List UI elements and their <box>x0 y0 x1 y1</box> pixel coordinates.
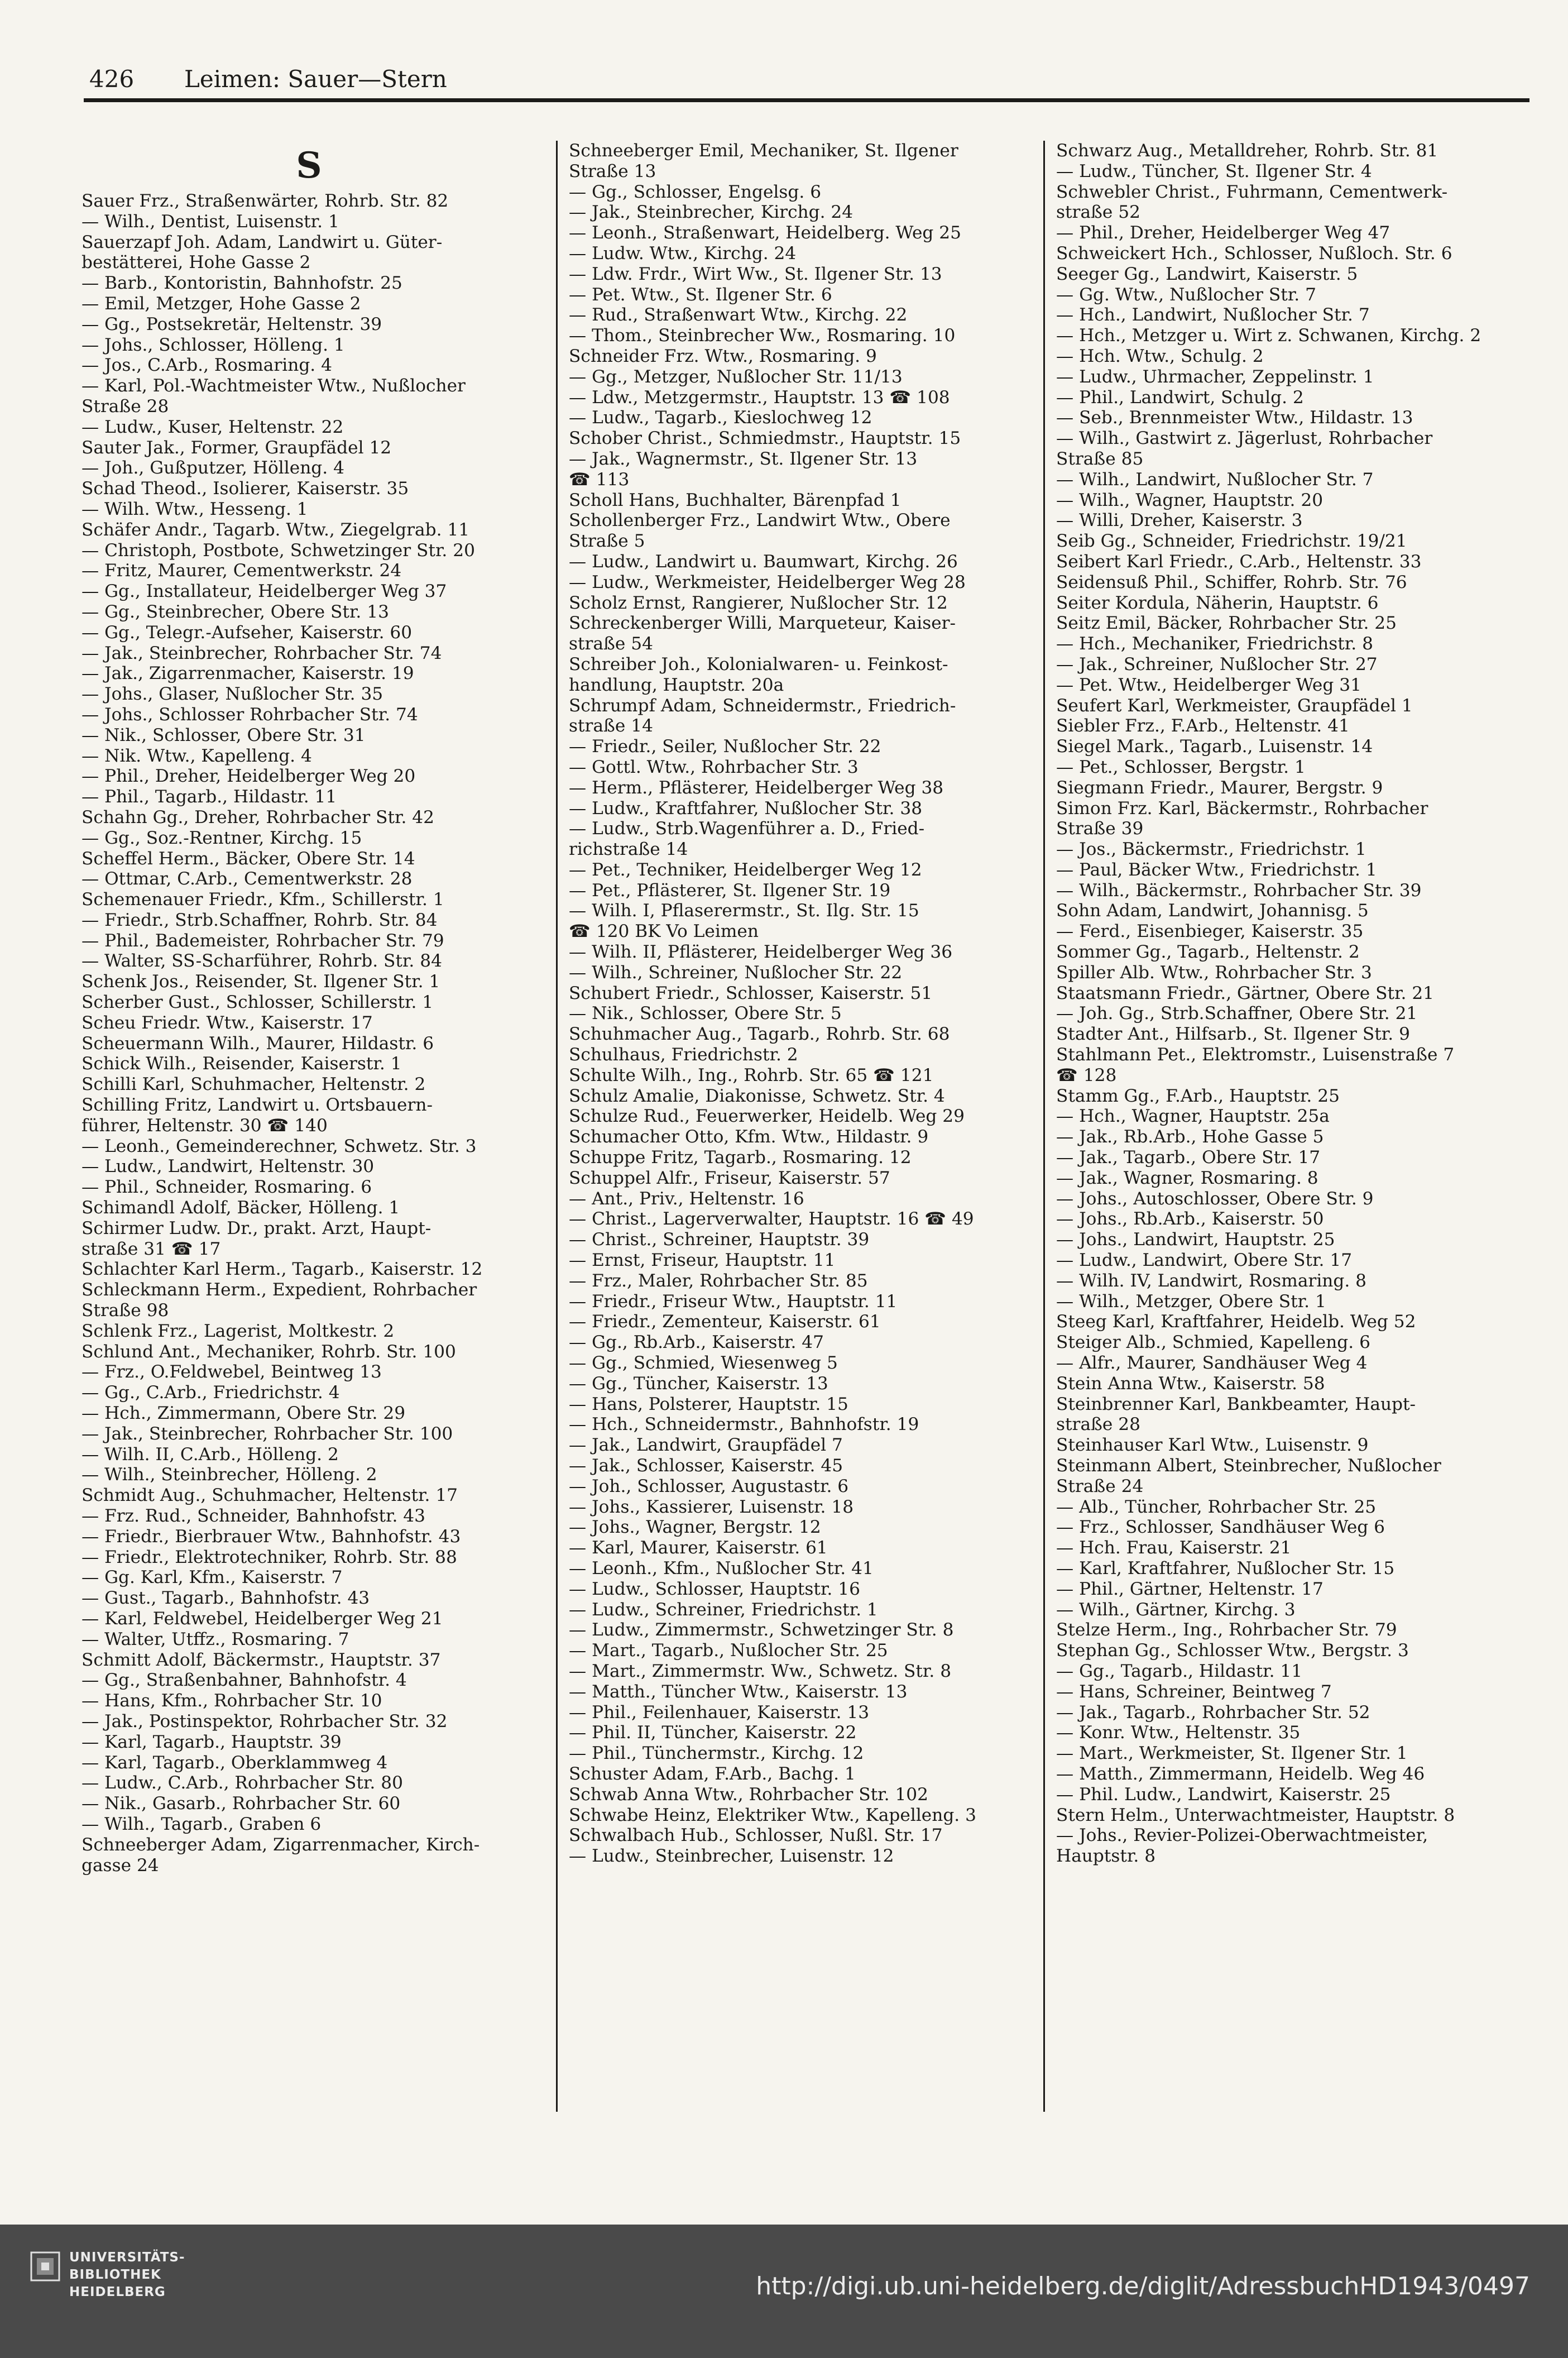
column-divider <box>1043 141 1045 2112</box>
directory-entry-line: — Jak., Landwirt, Graupfädel 7 <box>569 1435 843 1456</box>
directory-entry-line: — Frz., O.Feldwebel, Beintweg 13 <box>81 1362 382 1383</box>
directory-entry-line: — Wilh., Steinbrecher, Hölleng. 2 <box>81 1465 377 1485</box>
directory-entry-line: — Hch., Mechaniker, Friedrichstr. 8 <box>1056 634 1373 654</box>
directory-entry-line: — Gg., Soz.-Rentner, Kirchg. 15 <box>81 828 362 848</box>
directory-entry-line: — Walter, Utffz., Rosmaring. 7 <box>81 1629 349 1649</box>
directory-entry-line: Stein Anna Wtw., Kaiserstr. 58 <box>1056 1373 1325 1394</box>
directory-entry-line: — Phil., Gärtner, Heltenstr. 17 <box>1056 1579 1324 1599</box>
library-name-line: HEIDELBERG <box>69 2285 166 2299</box>
directory-entry-line: — Wilh., Landwirt, Nußlocher Str. 7 <box>1056 469 1374 490</box>
directory-entry-line: straße 52 <box>1056 202 1140 223</box>
directory-entry-line: — Ldw. Frdr., Wirt Ww., St. Ilgener Str. 13 <box>569 264 942 284</box>
directory-entry-line: straße 54 <box>569 634 653 654</box>
directory-entry-line: — Gg. Karl, Kfm., Kaiserstr. 7 <box>81 1567 343 1588</box>
directory-entry-line: — Matth., Tüncher Wtw., Kaiserstr. 13 <box>569 1681 908 1702</box>
directory-entry-line: — Barb., Kontoristin, Bahnhofstr. 25 <box>81 273 402 294</box>
directory-entry-line: — Gg., Rb.Arb., Kaiserstr. 47 <box>569 1332 824 1353</box>
directory-entry-line: gasse 24 <box>81 1855 159 1876</box>
directory-entry-line: Seeger Gg., Landwirt, Kaiserstr. 5 <box>1056 264 1358 284</box>
directory-entry-line: — Gg., Straßenbahner, Bahnhofstr. 4 <box>81 1670 407 1691</box>
directory-entry-line: Staatsmann Friedr., Gärtner, Obere Str. 21 <box>1056 983 1434 1003</box>
directory-entry-line: Siegel Mark., Tagarb., Luisenstr. 14 <box>1056 736 1373 757</box>
directory-entry-line: Scheu Friedr. Wtw., Kaiserstr. 17 <box>81 1012 373 1033</box>
directory-entry-line: — Jak., Steinbrecher, Rohrbacher Str. 74 <box>81 643 442 663</box>
directory-entry-line: — Johs., Schlosser, Hölleng. 1 <box>81 334 345 355</box>
directory-entry-line: Schneeberger Emil, Mechaniker, St. Ilgener <box>569 141 958 161</box>
library-name-line: BIBLIOTHEK <box>69 2268 161 2282</box>
directory-entry-line: Sommer Gg., Tagarb., Heltenstr. 2 <box>1056 942 1360 963</box>
directory-entry-line: — Mart., Tagarb., Nußlocher Str. 25 <box>569 1640 888 1661</box>
directory-entry-line: — Friedr., Seiler, Nußlocher Str. 22 <box>569 736 881 757</box>
directory-entry-line: Schubert Friedr., Schlosser, Kaiserstr. 51 <box>569 983 933 1003</box>
directory-entry-line: Sauerzapf Joh. Adam, Landwirt u. Güter- <box>81 232 443 252</box>
directory-entry-line: — Friedr., Friseur Wtw., Hauptstr. 11 <box>569 1291 898 1312</box>
directory-entry-line: — Phil. II, Tüncher, Kaiserstr. 22 <box>569 1723 857 1743</box>
directory-entry-line: — Gg., Steinbrecher, Obere Str. 13 <box>81 601 389 622</box>
directory-entry-line: — Gg., Metzger, Nußlocher Str. 11/13 <box>569 366 903 387</box>
directory-entry-line: Seib Gg., Schneider, Friedrichstr. 19/21 <box>1056 531 1407 552</box>
directory-entry-line: Sohn Adam, Landwirt, Johannisg. 5 <box>1056 901 1369 921</box>
directory-entry-line: Straße 98 <box>81 1300 169 1321</box>
directory-entry-line: Schlund Ant., Mechaniker, Rohrb. Str. 100 <box>81 1341 456 1362</box>
directory-entry-line: — Gg., Installateur, Heidelberger Weg 37 <box>81 581 447 602</box>
directory-entry-line: Steinhauser Karl Wtw., Luisenstr. 9 <box>1056 1435 1369 1456</box>
directory-entry-line: — Wilh. II, Pflästerer, Heidelberger Weg 36 <box>569 942 953 963</box>
directory-entry-line: — Willi, Dreher, Kaiserstr. 3 <box>1056 510 1303 531</box>
directory-entry-line: Schahn Gg., Dreher, Rohrbacher Str. 42 <box>81 807 434 828</box>
directory-entry-line: — Ludw., Landwirt, Heltenstr. 30 <box>81 1156 375 1177</box>
directory-entry-line: — Karl, Kraftfahrer, Nußlocher Str. 15 <box>1056 1558 1395 1579</box>
directory-entry-line: Schweickert Hch., Schlosser, Nußloch. Str. 6 <box>1056 243 1452 264</box>
directory-entry-line: — Ludw., C.Arb., Rohrbacher Str. 80 <box>81 1773 403 1793</box>
directory-entry-line: — Pet., Schlosser, Bergstr. 1 <box>1056 757 1306 777</box>
directory-entry-line: Straße 28 <box>81 396 169 417</box>
directory-entry-line: Seufert Karl, Werkmeister, Graupfädel 1 <box>1056 695 1413 716</box>
directory-entry-line: — Johs., Wagner, Bergstr. 12 <box>569 1517 821 1538</box>
directory-entry-line: — Hch., Landwirt, Nußlocher Str. 7 <box>1056 305 1370 326</box>
source-url[interactable]: http://digi.ub.uni-heidelberg.de/diglit/AdressbuchHD1943/0497 <box>756 2272 1530 2300</box>
directory-entry-line: — Phil., Tagarb., Hildastr. 11 <box>81 787 337 807</box>
directory-entry-line: — Phil., Dreher, Heidelberger Weg 20 <box>81 766 416 787</box>
directory-entry-line: — Jak., Rb.Arb., Hohe Gasse 5 <box>1056 1127 1324 1147</box>
directory-entry-line: — Ludw., Kraftfahrer, Nußlocher Str. 38 <box>569 798 923 819</box>
directory-entry-line: — Wilh., Dentist, Luisenstr. 1 <box>81 211 339 232</box>
directory-entry-line: — Phil., Tünchermstr., Kirchg. 12 <box>569 1743 864 1764</box>
directory-entry-line: — Karl, Feldwebel, Heidelberger Weg 21 <box>81 1608 443 1629</box>
directory-entry-line: — Leonh., Gemeinderechner, Schwetz. Str. 3 <box>81 1136 477 1156</box>
directory-entry-line: — Rud., Straßenwart Wtw., Kirchg. 22 <box>569 305 908 326</box>
directory-entry-line: Straße 85 <box>1056 448 1144 469</box>
directory-entry-line: — Christoph, Postbote, Schwetzinger Str. 20 <box>81 540 475 561</box>
directory-entry-line: Schulz Amalie, Diakonisse, Schwetz. Str. 4 <box>569 1085 945 1106</box>
directory-entry-line: — Herm., Pflästerer, Heidelberger Weg 38 <box>569 777 944 798</box>
directory-entry-line: — Jak., Schreiner, Nußlocher Str. 27 <box>1056 654 1378 675</box>
directory-entry-line: Siegmann Friedr., Maurer, Bergstr. 9 <box>1056 777 1383 798</box>
directory-entry-line: Stephan Gg., Schlosser Wtw., Bergstr. 3 <box>1056 1640 1409 1661</box>
directory-entry-line: Schick Wilh., Reisender, Kaiserstr. 1 <box>81 1054 402 1074</box>
directory-entry-line: Schuppe Fritz, Tagarb., Rosmaring. 12 <box>569 1147 912 1168</box>
directory-entry-line: — Joh., Schlosser, Augustastr. 6 <box>569 1476 849 1496</box>
directory-entry-line: — Ludw., Schlosser, Hauptstr. 16 <box>569 1579 860 1599</box>
directory-entry-line: — Ottmar, C.Arb., Cementwerkstr. 28 <box>81 869 413 889</box>
directory-entry-line: Steeg Karl, Kraftfahrer, Heidelb. Weg 52 <box>1056 1312 1416 1332</box>
directory-entry-line: — Leonh., Straßenwart, Heidelberg. Weg 25 <box>569 223 961 243</box>
directory-entry-line: — Phil., Dreher, Heidelberger Weg 47 <box>1056 223 1390 243</box>
directory-entry-line: Seibert Karl Friedr., C.Arb., Heltenstr. 33 <box>1056 551 1422 572</box>
directory-entry-line: Stamm Gg., F.Arb., Hauptstr. 25 <box>1056 1085 1340 1106</box>
directory-entry-line: Scholl Hans, Buchhalter, Bärenpfad 1 <box>569 490 902 510</box>
directory-entry-line: — Wilh., Tagarb., Graben 6 <box>81 1814 322 1834</box>
directory-entry-line: — Seb., Brennmeister Wtw., Hildastr. 13 <box>1056 408 1413 428</box>
directory-entry-line: — Jak., Wagnermstr., St. Ilgener Str. 13 <box>569 448 918 469</box>
directory-entry-line: Schneeberger Adam, Zigarrenmacher, Kirch- <box>81 1834 480 1855</box>
directory-entry-line: Spiller Alb. Wtw., Rohrbacher Str. 3 <box>1056 962 1372 983</box>
directory-entry-line: — Leonh., Kfm., Nußlocher Str. 41 <box>569 1558 874 1579</box>
directory-entry-line: Schollenberger Frz., Landwirt Wtw., Obere <box>569 510 951 531</box>
directory-entry-line: — Ludw., Landwirt u. Baumwart, Kirchg. 26 <box>569 551 958 572</box>
directory-entry-line: — Ant., Priv., Heltenstr. 16 <box>569 1188 804 1209</box>
directory-entry-line: — Phil., Feilenhauer, Kaiserstr. 13 <box>569 1702 870 1723</box>
directory-entry-line: — Jak., Postinspektor, Rohrbacher Str. 32 <box>81 1711 448 1732</box>
directory-entry-line: — Nik., Schlosser, Obere Str. 31 <box>81 725 366 745</box>
directory-entry-line: — Wilh., Gärtner, Kirchg. 3 <box>1056 1599 1296 1620</box>
directory-entry-line: — Wilh. I, Pflaserermstr., St. Ilg. Str. 15 <box>569 901 919 921</box>
directory-entry-line: — Pet., Techniker, Heidelberger Weg 12 <box>569 859 922 880</box>
directory-entry-line: — Gg., Tüncher, Kaiserstr. 13 <box>569 1373 828 1394</box>
directory-entry-line: — Ludw., Uhrmacher, Zeppelinstr. 1 <box>1056 366 1374 387</box>
directory-entry-line: Schwebler Christ., Fuhrmann, Cementwerk- <box>1056 181 1448 202</box>
directory-entry-line: — Karl, Tagarb., Hauptstr. 39 <box>81 1732 342 1752</box>
directory-entry-line: — Ferd., Eisenbieger, Kaiserstr. 35 <box>1056 921 1364 942</box>
directory-entry-line: — Gg., Postsekretär, Heltenstr. 39 <box>81 314 382 334</box>
directory-entry-line: — Hans, Schreiner, Beintweg 7 <box>1056 1681 1332 1702</box>
directory-entry-line: — Jos., C.Arb., Rosmaring. 4 <box>81 355 332 376</box>
directory-entry-line: Schuhmacher Aug., Tagarb., Rohrb. Str. 68 <box>569 1024 950 1045</box>
directory-entry-line: — Pet. Wtw., St. Ilgener Str. 6 <box>569 284 832 305</box>
directory-entry-line: — Wilh. II, C.Arb., Hölleng. 2 <box>81 1444 339 1465</box>
directory-entry-line: — Ludw., Steinbrecher, Luisenstr. 12 <box>569 1846 894 1867</box>
page-title: Leimen: Sauer—Stern <box>184 65 447 93</box>
directory-entry-line: — Joh. Gg., Strb.Schaffner, Obere Str. 21 <box>1056 1003 1418 1024</box>
directory-entry-line: — Hch., Metzger u. Wirt z. Schwanen, Kirchg. 2 <box>1056 326 1481 346</box>
directory-entry-line: Schulze Rud., Feuerwerker, Heidelb. Weg 29 <box>569 1106 965 1127</box>
directory-entry-line: — Hch., Zimmermann, Obere Str. 29 <box>81 1403 406 1424</box>
directory-entry-line: Schulhaus, Friedrichstr. 2 <box>569 1045 798 1065</box>
directory-column-2 <box>560 141 1030 2112</box>
directory-entry-line: straße 28 <box>1056 1414 1140 1435</box>
directory-entry-line: Schmitt Adolf, Bäckermstr., Hauptstr. 37 <box>81 1649 441 1670</box>
directory-entry-line: — Hch., Wagner, Hauptstr. 25a <box>1056 1106 1330 1127</box>
directory-entry-line: — Gg., Tagarb., Hildastr. 11 <box>1056 1661 1303 1681</box>
directory-entry-line: Schulte Wilh., Ing., Rohrb. Str. 65 ☎ 121 <box>569 1065 934 1085</box>
directory-entry-line: — Jak., Steinbrecher, Kirchg. 24 <box>569 202 853 223</box>
directory-entry-line: Straße 39 <box>1056 819 1144 839</box>
directory-entry-line: — Paul, Bäcker Wtw., Friedrichstr. 1 <box>1056 859 1377 880</box>
directory-entry-line: — Wilh., Wagner, Hauptstr. 20 <box>1056 490 1324 510</box>
directory-entry-line: Straße 13 <box>569 161 656 181</box>
directory-entry-line: — Fritz, Maurer, Cementwerkstr. 24 <box>81 561 402 581</box>
directory-entry-line: — Ludw., Tüncher, St. Ilgener Str. 4 <box>1056 161 1372 181</box>
directory-entry-line: — Jak., Steinbrecher, Rohrbacher Str. 100 <box>81 1423 453 1444</box>
directory-entry-line: — Phil., Landwirt, Schulg. 2 <box>1056 387 1304 408</box>
directory-entry-line: — Gottl. Wtw., Rohrbacher Str. 3 <box>569 757 859 777</box>
directory-entry-line: straße 14 <box>569 716 653 736</box>
page-number: 426 <box>89 65 135 93</box>
directory-entry-line: — Nik. Wtw., Kapelleng. 4 <box>81 745 312 766</box>
directory-entry-line: — Johs., Glaser, Nußlocher Str. 35 <box>81 684 383 705</box>
directory-entry-line: — Friedr., Elektrotechniker, Rohrb. Str. 88 <box>81 1547 457 1567</box>
directory-entry-line: — Wilh. Wtw., Hesseng. 1 <box>81 499 308 519</box>
directory-entry-line: — Phil., Schneider, Rosmaring. 6 <box>81 1177 372 1198</box>
directory-entry-line: — Thom., Steinbrecher Ww., Rosmaring. 10 <box>569 326 956 346</box>
directory-entry-line: — Johs., Revier-Polizei-Oberwachtmeister, <box>1056 1825 1428 1846</box>
directory-entry-line: Schuster Adam, F.Arb., Bachg. 1 <box>569 1763 856 1784</box>
directory-entry-line: — Wilh., Metzger, Obere Str. 1 <box>1056 1291 1326 1312</box>
directory-entry-line: — Johs., Autoschlosser, Obere Str. 9 <box>1056 1188 1374 1209</box>
directory-entry-line: — Christ., Schreiner, Hauptstr. 39 <box>569 1230 870 1250</box>
directory-entry-line: — Gg. Wtw., Nußlocher Str. 7 <box>1056 284 1316 305</box>
directory-entry-line: Steinbrenner Karl, Bankbeamter, Haupt- <box>1056 1394 1416 1414</box>
directory-entry-line: Steiger Alb., Schmied, Kapelleng. 6 <box>1056 1332 1370 1353</box>
library-name-line: UNIVERSITÄTS- <box>69 2250 185 2265</box>
directory-entry-line: Steinmann Albert, Steinbrecher, Nußlocher <box>1056 1456 1441 1476</box>
library-footer <box>0 2225 1568 2358</box>
directory-entry-line: — Mart., Werkmeister, St. Ilgener Str. 1 <box>1056 1743 1408 1764</box>
directory-entry-line: — Jak., Wagner, Rosmaring. 8 <box>1056 1168 1318 1188</box>
directory-entry-line: — Pet., Pflästerer, St. Ilgener Str. 19 <box>569 880 891 901</box>
directory-entry-line: — Ludw., Tagarb., Kieslochweg 12 <box>569 408 872 428</box>
directory-entry-line: ☎ 113 <box>569 469 630 490</box>
directory-entry-line: — Gg., Telegr.-Aufseher, Kaiserstr. 60 <box>81 622 413 643</box>
directory-entry-line: — Konr. Wtw., Heltenstr. 35 <box>1056 1723 1301 1743</box>
directory-entry-line: Schneider Frz. Wtw., Rosmaring. 9 <box>569 346 877 366</box>
directory-entry-line: Schwab Anna Wtw., Rohrbacher Str. 102 <box>569 1784 928 1805</box>
directory-entry-line: — Friedr., Strb.Schaffner, Rohrb. Str. 84 <box>81 910 438 930</box>
directory-entry-line: — Ludw., Werkmeister, Heidelberger Weg 28 <box>569 572 966 592</box>
directory-entry-line: — Gg., Schlosser, Engelsg. 6 <box>569 181 822 202</box>
directory-entry-line: — Ludw., Zimmermstr., Schwetzinger Str. 8 <box>569 1620 954 1640</box>
directory-entry-line: — Johs., Schlosser Rohrbacher Str. 74 <box>81 704 418 725</box>
directory-entry-line: — Karl, Pol.-Wachtmeister Wtw., Nußlocher <box>81 376 466 396</box>
directory-entry-line: — Frz. Rud., Schneider, Bahnhofstr. 43 <box>81 1506 425 1526</box>
university-library-logo-icon <box>30 2251 60 2282</box>
directory-entry-line: Stahlmann Pet., Elektromstr., Luisenstraße 7 <box>1056 1045 1455 1065</box>
directory-entry-line: — Jak., Tagarb., Obere Str. 17 <box>1056 1147 1321 1168</box>
directory-entry-line: — Mart., Zimmermstr. Ww., Schwetz. Str. 8 <box>569 1661 952 1681</box>
directory-entry-line: Sauer Frz., Straßenwärter, Rohrb. Str. 82 <box>81 191 449 211</box>
directory-entry-line: — Jos., Bäckermstr., Friedrichstr. 1 <box>1056 839 1366 860</box>
directory-entry-line: — Wilh. IV, Landwirt, Rosmaring. 8 <box>1056 1270 1367 1291</box>
directory-entry-line: Seitz Emil, Bäcker, Rohrbacher Str. 25 <box>1056 613 1397 634</box>
directory-entry-line: Sauter Jak., Former, Graupfädel 12 <box>81 437 392 458</box>
directory-entry-line: Schober Christ., Schmiedmstr., Hauptstr. 15 <box>569 428 961 449</box>
directory-entry-line: — Ldw., Metzgermstr., Hauptstr. 13 ☎ 108 <box>569 387 950 408</box>
directory-entry-line: Stadter Ant., Hilfsarb., St. Ilgener Str. 9 <box>1056 1024 1410 1045</box>
directory-entry-line: ☎ 128 <box>1056 1065 1117 1085</box>
directory-entry-line: Schlachter Karl Herm., Tagarb., Kaiserstr. 12 <box>81 1259 483 1280</box>
directory-entry-line: Schreckenberger Willi, Marqueteur, Kaiser- <box>569 613 956 634</box>
directory-entry-line: Scholz Ernst, Rangierer, Nußlocher Str. 12 <box>569 592 948 613</box>
directory-entry-line: — Pet. Wtw., Heidelberger Weg 31 <box>1056 675 1361 695</box>
directory-entry-line: — Friedr., Bierbrauer Wtw., Bahnhofstr. 43 <box>81 1526 461 1547</box>
directory-entry-line: — Jak., Schlosser, Kaiserstr. 45 <box>569 1456 843 1476</box>
directory-entry-line: — Wilh., Schreiner, Nußlocher Str. 22 <box>569 962 903 983</box>
directory-entry-line: — Ludw. Wtw., Kirchg. 24 <box>569 243 797 264</box>
directory-entry-line: — Jak., Tagarb., Rohrbacher Str. 52 <box>1056 1702 1370 1723</box>
directory-entry-line: — Hch. Wtw., Schulg. 2 <box>1056 346 1264 366</box>
directory-entry-line: Scheuermann Wilh., Maurer, Hildastr. 6 <box>81 1033 434 1054</box>
directory-entry-line: Schreiber Joh., Kolonialwaren- u. Feinkost- <box>569 654 948 675</box>
directory-entry-line: — Hans, Polsterer, Hauptstr. 15 <box>569 1394 848 1414</box>
directory-entry-line: Seiter Kordula, Näherin, Hauptstr. 6 <box>1056 592 1379 613</box>
directory-entry-line: Schäfer Andr., Tagarb. Wtw., Ziegelgrab. 11 <box>81 519 470 540</box>
directory-entry-line: — Gg., Schmied, Wiesenweg 5 <box>569 1353 838 1374</box>
directory-entry-line: — Nik., Gasarb., Rohrbacher Str. 60 <box>81 1793 401 1814</box>
directory-entry-line: — Johs., Kassierer, Luisenstr. 18 <box>569 1496 854 1517</box>
directory-entry-line: Schimandl Adolf, Bäcker, Hölleng. 1 <box>81 1198 400 1218</box>
directory-entry-line: — Hch., Schneidermstr., Bahnhofstr. 19 <box>569 1414 919 1435</box>
directory-entry-line: Stern Helm., Unterwachtmeister, Hauptstr. 8 <box>1056 1805 1455 1825</box>
directory-entry-line: Simon Frz. Karl, Bäckermstr., Rohrbacher <box>1056 798 1428 819</box>
directory-entry-line: — Joh., Gußputzer, Hölleng. 4 <box>81 458 344 479</box>
directory-entry-line: — Walter, SS-Scharführer, Rohrb. Str. 84 <box>81 951 442 972</box>
directory-entry-line: — Frz., Maler, Rohrbacher Str. 85 <box>569 1270 868 1291</box>
directory-entry-line: Schwarz Aug., Metalldreher, Rohrb. Str. 81 <box>1056 141 1438 161</box>
directory-column-1 <box>73 141 543 2112</box>
directory-entry-line: — Nik., Schlosser, Obere Str. 5 <box>569 1003 842 1024</box>
column-divider <box>556 141 558 2112</box>
directory-entry-line: handlung, Hauptstr. 20a <box>569 675 784 695</box>
directory-entry-line: Schleckmann Herm., Expedient, Rohrbacher <box>81 1280 477 1300</box>
directory-entry-line: Seidensuß Phil., Schiffer, Rohrb. Str. 76 <box>1056 572 1407 592</box>
directory-entry-line: Schwalbach Hub., Schlosser, Nußl. Str. 17 <box>569 1825 943 1846</box>
directory-entry-line: Schmidt Aug., Schuhmacher, Heltenstr. 17 <box>81 1485 458 1506</box>
directory-entry-line: — Hch. Frau, Kaiserstr. 21 <box>1056 1538 1292 1558</box>
directory-entry-line: — Wilh., Gastwirt z. Jägerlust, Rohrbacher <box>1056 428 1433 449</box>
directory-entry-line: — Ludw., Kuser, Heltenstr. 22 <box>81 417 344 437</box>
directory-entry-line: Straße 24 <box>1056 1476 1144 1496</box>
directory-entry-line: Schemenauer Friedr., Kfm., Schillerstr. 1 <box>81 889 444 910</box>
directory-entry-line: — Phil., Bademeister, Rohrbacher Str. 79 <box>81 930 444 951</box>
directory-entry-line: — Friedr., Zementeur, Kaiserstr. 61 <box>569 1312 881 1332</box>
directory-entry-line: Hauptstr. 8 <box>1056 1846 1156 1867</box>
directory-entry-line: Stelze Herm., Ing., Rohrbacher Str. 79 <box>1056 1620 1397 1640</box>
directory-entry-line: Siebler Frz., F.Arb., Heltenstr. 41 <box>1056 716 1350 736</box>
directory-entry-line: ☎ 120 BK Vo Leimen <box>569 921 759 942</box>
directory-entry-line: Straße 5 <box>569 531 645 552</box>
directory-columns <box>73 141 1529 2112</box>
directory-entry-line: — Frz., Schlosser, Sandhäuser Weg 6 <box>1056 1517 1385 1538</box>
directory-entry-line: — Christ., Lagerverwalter, Hauptstr. 16 ☎ 49 <box>569 1209 974 1230</box>
directory-entry-line: — Ernst, Friseur, Hauptstr. 11 <box>569 1250 836 1271</box>
directory-entry-line: — Matth., Zimmermann, Heidelb. Weg 46 <box>1056 1763 1425 1784</box>
directory-entry-line: — Johs., Landwirt, Hauptstr. 25 <box>1056 1230 1335 1250</box>
directory-entry-line: — Ludw., Strb.Wagenführer a. D., Fried- <box>569 819 925 839</box>
directory-entry-line: straße 31 ☎ 17 <box>81 1238 221 1259</box>
directory-entry-line: Schad Theod., Isolierer, Kaiserstr. 35 <box>81 479 409 499</box>
directory-entry-line: Scherber Gust., Schlosser, Schillerstr. 1 <box>81 992 434 1013</box>
directory-entry-line: Schlenk Frz., Lagerist, Moltkestr. 2 <box>81 1321 395 1341</box>
directory-entry-line: — Alfr., Maurer, Sandhäuser Weg 4 <box>1056 1353 1368 1374</box>
directory-entry-line: — Wilh., Bäckermstr., Rohrbacher Str. 39 <box>1056 880 1422 901</box>
library-name <box>69 2249 185 2301</box>
directory-entry-line: — Johs., Rb.Arb., Kaiserstr. 50 <box>1056 1209 1324 1230</box>
directory-entry-line: — Phil. Ludw., Landwirt, Kaiserstr. 25 <box>1056 1784 1391 1805</box>
directory-entry-line: Scheffel Herm., Bäcker, Obere Str. 14 <box>81 848 415 869</box>
directory-entry-line: — Jak., Zigarrenmacher, Kaiserstr. 19 <box>81 663 414 684</box>
directory-column-3 <box>1047 141 1518 2112</box>
directory-entry-line: — Ludw., Landwirt, Obere Str. 17 <box>1056 1250 1353 1271</box>
directory-entry-line: Schirmer Ludw. Dr., prakt. Arzt, Haupt- <box>81 1218 431 1238</box>
directory-entry-line: — Emil, Metzger, Hohe Gasse 2 <box>81 293 361 314</box>
directory-entry-line: — Alb., Tüncher, Rohrbacher Str. 25 <box>1056 1496 1377 1517</box>
directory-entry-line: — Gust., Tagarb., Bahnhofstr. 43 <box>81 1588 370 1609</box>
directory-entry-line: bestätterei, Hohe Gasse 2 <box>81 252 311 273</box>
directory-entry-line: — Gg., C.Arb., Friedrichstr. 4 <box>81 1383 340 1403</box>
directory-entry-line: — Karl, Tagarb., Oberklammweg 4 <box>81 1752 388 1773</box>
page-header <box>89 63 1518 96</box>
directory-entry-line: Schilli Karl, Schuhmacher, Heltenstr. 2 <box>81 1074 426 1095</box>
directory-entry-line: führer, Heltenstr. 30 ☎ 140 <box>81 1115 328 1136</box>
directory-entry-line: Schilling Fritz, Landwirt u. Ortsbauern- <box>81 1095 433 1116</box>
directory-entry-line: — Karl, Maurer, Kaiserstr. 61 <box>569 1538 828 1558</box>
directory-entry-line: Schrumpf Adam, Schneidermstr., Friedrich- <box>569 695 956 716</box>
directory-entry-line: Schenk Jos., Reisender, St. Ilgener Str. 1 <box>81 972 440 992</box>
directory-entry-line: — Hans, Kfm., Rohrbacher Str. 10 <box>81 1691 382 1711</box>
header-rule <box>84 98 1529 102</box>
directory-entry-line: Schumacher Otto, Kfm. Wtw., Hildastr. 9 <box>569 1127 929 1147</box>
directory-entry-line: Schuppel Alfr., Friseur, Kaiserstr. 57 <box>569 1168 890 1188</box>
section-letter: S <box>296 145 322 186</box>
directory-entry-line: — Ludw., Schreiner, Friedrichstr. 1 <box>569 1599 878 1620</box>
directory-entry-line: Schwabe Heinz, Elektriker Wtw., Kapelleng. 3 <box>569 1805 976 1825</box>
directory-entry-line: richstraße 14 <box>569 839 688 860</box>
